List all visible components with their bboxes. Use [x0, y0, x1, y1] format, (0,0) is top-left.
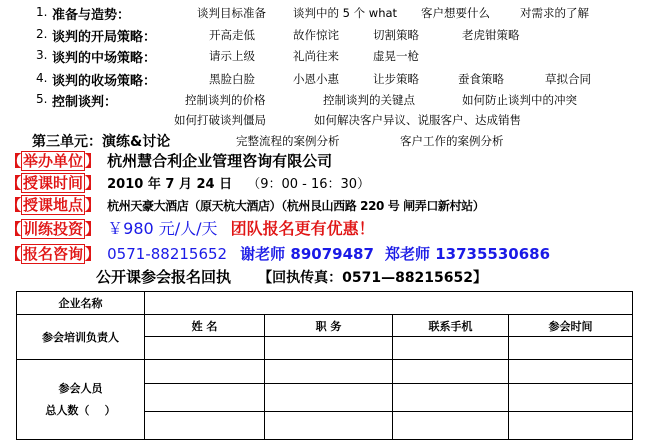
responsible-name-field[interactable]	[145, 337, 265, 360]
outline-item: 请示上级	[209, 49, 255, 63]
company-field[interactable]	[145, 292, 633, 315]
responsible-label-cell	[17, 315, 145, 360]
contact-person-1: 谢老师 89079487	[240, 245, 374, 263]
form-header	[96, 266, 487, 287]
time-value: 2010 年 7 月 24 日	[107, 177, 233, 192]
time-label: 【 授课时间 】	[6, 174, 101, 192]
location-value: 杭州天豪大酒店（原天杭大酒店）（杭州艮山西路 220 号 闸弄口新村站）	[107, 199, 485, 213]
outline-item: 让步策略	[373, 72, 419, 86]
organizer-label: 【 举办单位 】	[6, 152, 101, 170]
fee-value: ￥980 元/人/天	[107, 219, 218, 238]
outline-item: 老虎钳策略	[462, 28, 520, 42]
attendee-mobile-field[interactable]	[393, 384, 509, 412]
attendee-name-field[interactable]	[145, 412, 265, 440]
outline-item: 客户想要什么	[421, 6, 490, 20]
company-label: 企业名称	[58, 297, 103, 310]
outline-number: 1.	[36, 5, 48, 19]
outline-item: 礼尚往来	[293, 49, 339, 63]
form-title: 公开课参会报名回执	[96, 268, 232, 286]
unit3-title: 第三单元：演练&讨论	[32, 134, 171, 150]
table-row	[17, 315, 633, 337]
outline-item: 控制谈判的价格	[185, 93, 266, 107]
outline-item: 控制谈判的关键点	[323, 93, 415, 107]
header-attend-time: 参会时间	[509, 315, 633, 337]
outline-item: 对需求的了解	[520, 6, 589, 20]
registration-table	[16, 291, 633, 440]
outline-item: 如何解决客户异议、说服客户、达成销售	[314, 113, 521, 127]
outline-item: 黑脸白脸	[209, 72, 255, 86]
outline-item: 如何防止谈判中的冲突	[462, 93, 577, 107]
header-position: 职 务	[265, 315, 393, 337]
outline-item: 故作惊诧	[293, 28, 339, 42]
outline-item: 开高走低	[209, 28, 255, 42]
attendee-position-field[interactable]	[265, 384, 393, 412]
outline-item: 虚晃一枪	[373, 49, 419, 63]
attendee-time-field[interactable]	[509, 360, 633, 384]
attendees-label-cell	[17, 360, 145, 440]
header-mobile: 联系手机	[393, 315, 509, 337]
outline-title: 谈判的中场策略：	[52, 51, 157, 66]
responsible-label: 参会培训负责人	[42, 331, 119, 344]
outline-item: 谈判中的 5 个 what	[293, 6, 398, 20]
contact-line	[6, 243, 550, 264]
outline-title: 控制谈判：	[52, 95, 118, 110]
attendee-mobile-field[interactable]	[393, 412, 509, 440]
outline-number: 5.	[36, 92, 48, 106]
fee-label: 【 训练投资 】	[6, 220, 101, 238]
contact-phone: 0571-88215652	[107, 245, 228, 263]
outline-item: 蚕食策略	[458, 72, 504, 86]
outline-item: 草拟合同	[545, 72, 591, 86]
table-row	[17, 292, 633, 315]
organizer-value: 杭州慧合利企业管理咨询有限公司	[107, 152, 333, 170]
contact-label: 【 报名咨询 】	[6, 245, 101, 263]
organizer-line	[6, 150, 332, 171]
outline-number: 2.	[36, 27, 48, 41]
outline-title: 谈判的收场策略：	[52, 74, 157, 89]
outline-title: 准备与造势：	[52, 8, 131, 23]
contact-person-2: 郑老师 13735530686	[384, 245, 551, 263]
time-line	[6, 172, 370, 193]
attendee-name-field[interactable]	[145, 360, 265, 384]
outline-title: 谈判的开局策略：	[52, 30, 157, 45]
outline-item: 切割策略	[373, 28, 419, 42]
fee-promo: 团队报名更有优惠！	[230, 219, 375, 238]
attendee-name-field[interactable]	[145, 384, 265, 412]
responsible-mobile-field[interactable]	[393, 337, 509, 360]
outline-item: 谈判目标准备	[197, 6, 266, 20]
attendee-time-field[interactable]	[509, 384, 633, 412]
table-row	[17, 360, 633, 384]
unit3-item: 客户工作的案例分析	[400, 134, 504, 148]
responsible-position-field[interactable]	[265, 337, 393, 360]
fee-line	[6, 216, 375, 239]
outline-number: 4.	[36, 71, 48, 85]
total-label: 总人数（ ）	[45, 403, 116, 417]
outline-item: 如何打破谈判僵局	[174, 113, 266, 127]
attendee-mobile-field[interactable]	[393, 360, 509, 384]
header-name: 姓 名	[145, 315, 265, 337]
form-fax: 【回执传真：0571—88215652】	[258, 270, 488, 286]
attendees-label: 参会人员	[58, 381, 103, 395]
attendee-position-field[interactable]	[265, 360, 393, 384]
location-label: 【 授课地点 】	[6, 196, 101, 214]
location-line	[6, 194, 484, 215]
time-hours: （9：00 - 16：30）	[247, 177, 371, 192]
outline-item: 小恩小惠	[293, 72, 339, 86]
company-label-cell	[17, 292, 145, 315]
unit3-item: 完整流程的案例分析	[236, 134, 340, 148]
attendee-time-field[interactable]	[509, 412, 633, 440]
responsible-time-field[interactable]	[509, 337, 633, 360]
outline-number: 3.	[36, 48, 48, 62]
attendee-position-field[interactable]	[265, 412, 393, 440]
